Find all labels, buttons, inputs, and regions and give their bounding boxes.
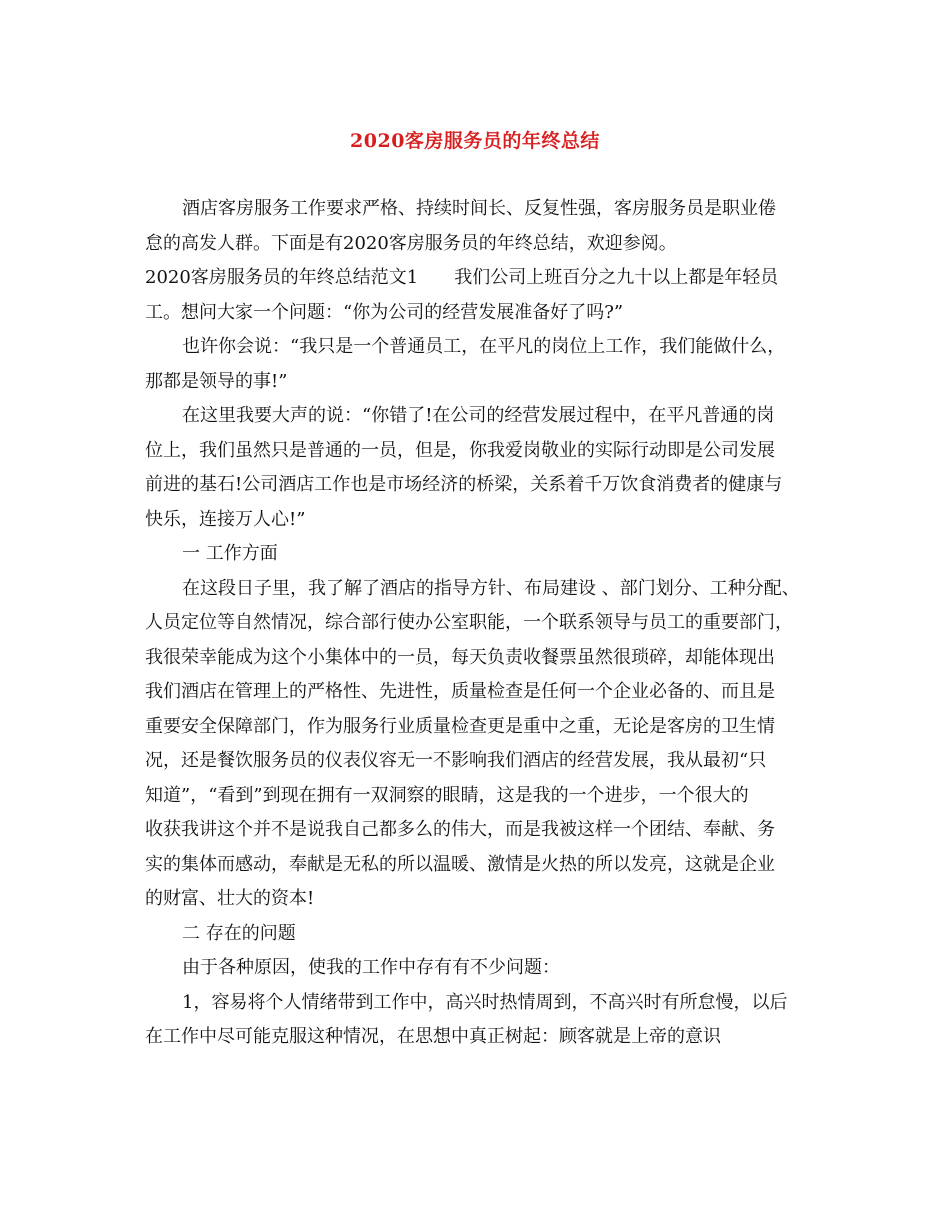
paragraph-line <box>145 261 815 296</box>
paragraph-line: 重要安全保障部门，作为服务行业质量检查更是重中之重，无论是客房的卫生情 <box>145 715 775 737</box>
paragraph-line: 况，还是餐饮服务员的仪表仪容无一不影响我们酒店的经营发展，我从最初“只 <box>145 750 767 771</box>
paragraph-line: 也许你会说：“我只是一个普通员工，在平凡的岗位上工作，我们能做什么， <box>182 336 786 357</box>
paragraph-line: 收获我讲这个并不是说我自己都多么的伟大，而是我被这样一个团结、奉献、务 <box>145 819 775 840</box>
paragraph-line: 酒店客房服务工作要求严格、持续时间长、反复性强，客房服务员是职业倦 <box>182 198 776 219</box>
paragraph-line: 工。想问大家一个问题：“你为公司的经营发展准备好了吗?” <box>145 301 624 323</box>
paragraph-line: 1，容易将个人情绪带到工作中，高兴时热情周到，不高兴时有所怠慢，以后 <box>182 991 788 1013</box>
paragraph-line: 人员定位等自然情况，综合部行使办公室职能，一个联系领导与员工的重要部门， <box>145 612 793 633</box>
paragraph-line: 在这里我要大声的说：“你错了!在公司的经营发展过程中，在平凡普通的岗 <box>182 405 775 426</box>
paragraph-line: 那都是领导的事!” <box>145 370 288 392</box>
paragraph-line: 实的集体而感动，奉献是无私的所以温暖、激情是火热的所以发亮，这就是企业 <box>145 853 775 875</box>
paragraph-line: 知道”，“看到”到现在拥有一双洞察的眼睛，这是我的一个进步，一个很大的 <box>145 784 749 806</box>
section-heading: 二 存在的问题 <box>182 922 296 944</box>
document-body <box>145 192 815 1055</box>
paragraph-line: 怠的高发人群。下面是有2020客房服务员的年终总结，欢迎参阅。 <box>145 232 677 254</box>
paragraph-line: 在工作中尽可能克服这种情况，在思想中真正树起：顾客就是上帝的意识 <box>145 1026 721 1047</box>
section-heading: 一 工作方面 <box>182 543 278 564</box>
paragraph-line: 由于各种原因，使我的工作中存有有不少问题： <box>182 957 560 978</box>
paragraph-line: 我们酒店在管理上的严格性、先进性，质量检查是任何一个企业必备的、而且是 <box>145 681 775 702</box>
sample-first-sentence: 我们公司上班百分之九十以上都是年轻员 <box>454 267 779 288</box>
document-title: 2020客房服务员的年终总结 <box>350 130 600 152</box>
paragraph-line: 的财富、壮大的资本! <box>145 888 315 909</box>
paragraph-line: 前进的基石!公司酒店工作也是市场经济的桥梁，关系着千万饮食消费者的健康与 <box>145 474 783 495</box>
paragraph-line: 位上，我们虽然只是普通的一员，但是，你我爱岗敬业的实际行动即是公司发展 <box>145 439 775 461</box>
paragraph-line: 在这段日子里，我了解了酒店的指导方针、布局建设 、部门划分、工种分配、 <box>182 577 800 599</box>
paragraph-line: 我很荣幸能成为这个小集体中的一员，每天负责收餐票虽然很琐碎，却能体现出 <box>145 646 775 668</box>
paragraph-line: 快乐，连接万人心!” <box>145 508 306 530</box>
sample-heading: 2020客房服务员的年终总结范文1 <box>145 267 419 288</box>
